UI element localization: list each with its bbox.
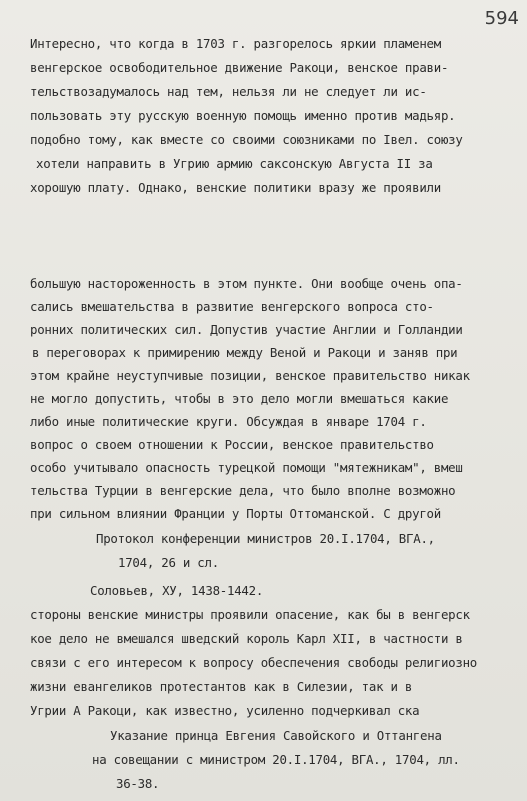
text-line: венгерское освободительное движение Ракоци, венское прави- [30, 60, 449, 75]
text-line: хорошую плату. Однако, венские политики вразу же проявили [30, 180, 441, 195]
footnote-line: на совещании с министром 20.I.1704, ВГА., 1704, лл. [92, 752, 460, 767]
footnote-line: 1704, 26 и сл. [118, 555, 219, 570]
text-line: Интересно, что когда в 1703 г. разгорелось яркии пламенем [30, 36, 441, 51]
text-line: подобно тому, как вместе со своими союзниками по Івел. союзу [30, 132, 463, 147]
text-line: хотели направить в Угрию армию саксонскую Августа ІІ за [36, 156, 433, 171]
text-line: не могло допустить, чтобы в это дело могли вмешаться какие [30, 391, 449, 406]
text-line: при сильном влиянии Франции у Порты Оттоманской. С другой [30, 506, 441, 521]
footnote-line: Протокол конференции министров 20.I.1704, ВГА., [96, 531, 435, 546]
text-line: в переговорах к примирению между Веной и Ракоци и заняв при [32, 345, 458, 360]
text-line: тельствозадумалось над тем, нельзя ли не следует ли ис- [30, 84, 427, 99]
text-line: связи с его интересом к вопросу обеспечения свободы религиозно [30, 655, 478, 670]
text-line: особо учитывало опасность турецкой помощи "мятежникам", вмеш [30, 460, 463, 475]
page-number: 594 [484, 8, 519, 29]
text-line: кое дело не вмешался шведский король Карл ХІІ, в частности в [30, 631, 463, 646]
text-line: либо иные политические круги. Обсуждая в январе 1704 г. [30, 414, 427, 429]
text-line: тельства Турции в венгерские дела, что было вполне возможно [30, 483, 456, 498]
text-line: вопрос о своем отношении к России, венское правительство [30, 437, 434, 452]
footnote-line: Соловьев, ХУ, 1438-1442. [90, 583, 264, 598]
text-line: жизни евангеликов протестантов как в Силезии, так и в [30, 679, 413, 694]
footnote-line: Указание принца Евгения Савойского и Оттангена [110, 728, 442, 743]
text-line: большую настороженность в этом пункте. Они вообще очень опа- [30, 276, 463, 291]
text-line: ронних политических сил. Допустив участие Англии и Голландии [30, 322, 463, 337]
text-line: сались вмешательства в развитие венгерского вопроса сто- [30, 299, 434, 314]
text-line: пользовать эту русскую военную помощь именно против мадьяр. [30, 108, 456, 123]
text-line: Угрии А Ракоци, как известно, усиленно подчеркивал ска [30, 703, 420, 718]
text-line: стороны венские министры проявили опасение, как бы в венгерск [30, 607, 470, 622]
footnote-line: 36-38. [116, 776, 160, 791]
text-line: этом крайне неуступчивые позиции, венское правительство никак [30, 368, 470, 383]
